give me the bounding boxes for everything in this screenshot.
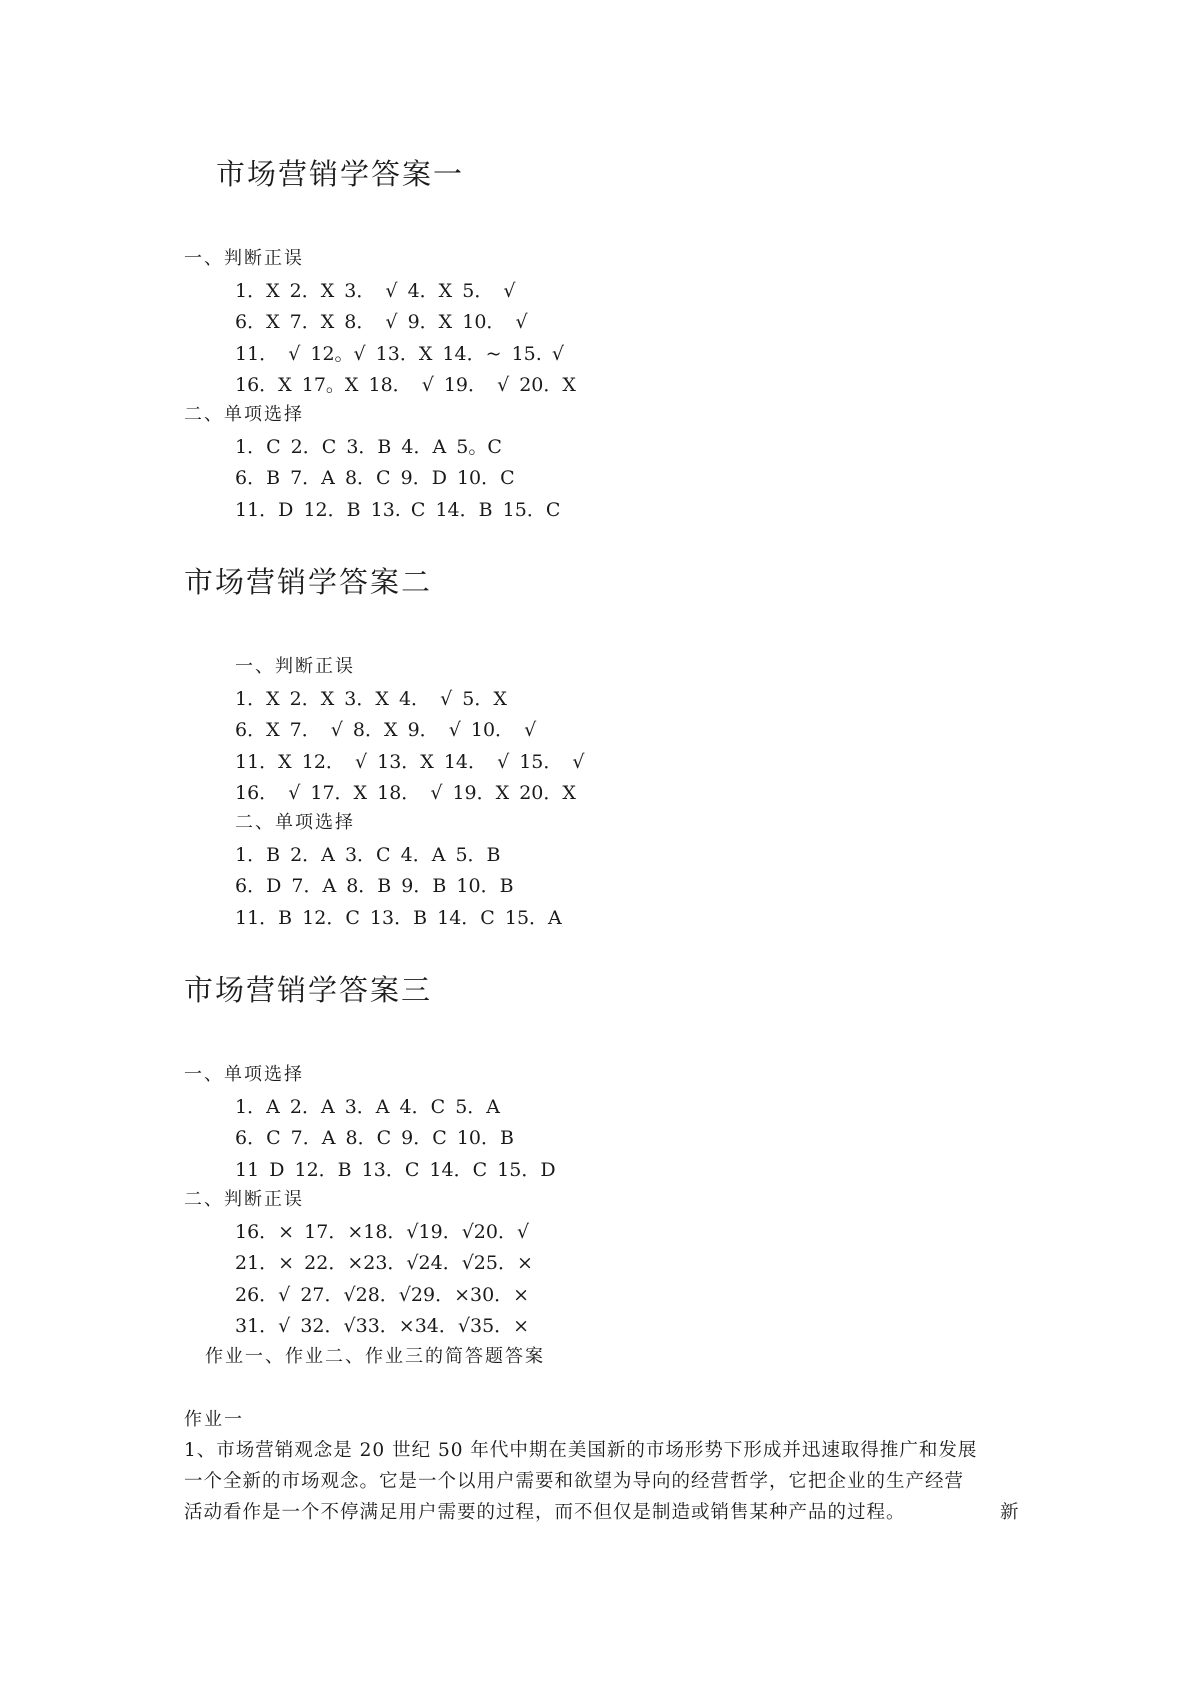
section2-judge-heading: 一、判断正误 [235, 656, 355, 677]
answer-row: 6．X 7． √ 8．X 9． √ 10． √ [235, 719, 537, 741]
answer-row: 26．√ 27．√28．√29．×30．× [235, 1284, 530, 1306]
short-answer-heading: 作业一、作业二、作业三的简答题答案 [205, 1346, 545, 1367]
section1-judge-heading: 一、判断正误 [184, 248, 304, 269]
answer-row: 6．B 7．A 8．C 9．D 10．C [235, 467, 515, 489]
answer-row: 11 D 12．B 13．C 14．C 15．D [235, 1159, 556, 1181]
answer-row: 16．× 17．×18．√19．√20．√ [235, 1221, 530, 1243]
answer-row: 11．D 12．B 13. C 14．B 15．C [235, 499, 561, 521]
answer-row: 6．C 7．A 8．C 9．C 10．B [235, 1127, 514, 1149]
trailing-word: 新 [1000, 1502, 1020, 1523]
answer-row: 1．X 2．X 3．X 4． √ 5．X [235, 688, 507, 710]
answer-row: 16．X 17。X 18． √ 19． √ 20．X [235, 374, 576, 396]
answer-row: 16． √ 17．X 18． √ 19．X 20．X [235, 782, 576, 804]
answer-row: 1．X 2．X 3． √ 4．X 5． √ [235, 280, 516, 302]
section2-title: 市场营销学答案二 [184, 565, 433, 599]
answer-row: 1．A 2．A 3．A 4．C 5．A [235, 1096, 501, 1118]
paragraph-line: 活动看作是一个不停满足用户需要的过程，而不但仅是制造或销售某种产品的过程。 [184, 1502, 906, 1523]
section3-judge-heading: 二、判断正误 [184, 1189, 304, 1210]
answer-row: 31．√ 32．√33．×34．√35．× [235, 1315, 530, 1337]
answer-row: 11． √ 12。√ 13．X 14．~ 15. √ [235, 343, 564, 365]
homework1-label: 作业一 [184, 1409, 244, 1430]
section3-title: 市场营销学答案三 [184, 973, 433, 1007]
answer-row: 1．C 2．C 3．B 4．A 5。C [235, 436, 502, 458]
answer-row: 6．X 7．X 8． √ 9．X 10． √ [235, 311, 528, 333]
answer-row: 11．B 12．C 13．B 14．C 15．A [235, 907, 562, 929]
section2-choice-heading: 二、单项选择 [235, 812, 355, 833]
section1-choice-heading: 二、单项选择 [184, 404, 304, 425]
paragraph-line: 一个全新的市场观念。它是一个以用户需要和欲望为导向的经营哲学，它把企业的生产经营 [184, 1471, 965, 1492]
answer-row: 11．X 12． √ 13．X 14． √ 15． √ [235, 751, 585, 773]
answer-row: 21．× 22．×23．√24．√25．× [235, 1252, 533, 1274]
section3-choice-heading: 一、单项选择 [184, 1064, 304, 1085]
answer-row: 6．D 7．A 8．B 9．B 10．B [235, 875, 514, 897]
paragraph-line: 1、市场营销观念是 20 世纪 50 年代中期在美国新的市场形势下形成并迅速取得推广和发展 [184, 1440, 978, 1461]
section1-title: 市场营销学答案一 [216, 157, 465, 191]
answer-row: 1．B 2．A 3．C 4．A 5．B [235, 844, 501, 866]
